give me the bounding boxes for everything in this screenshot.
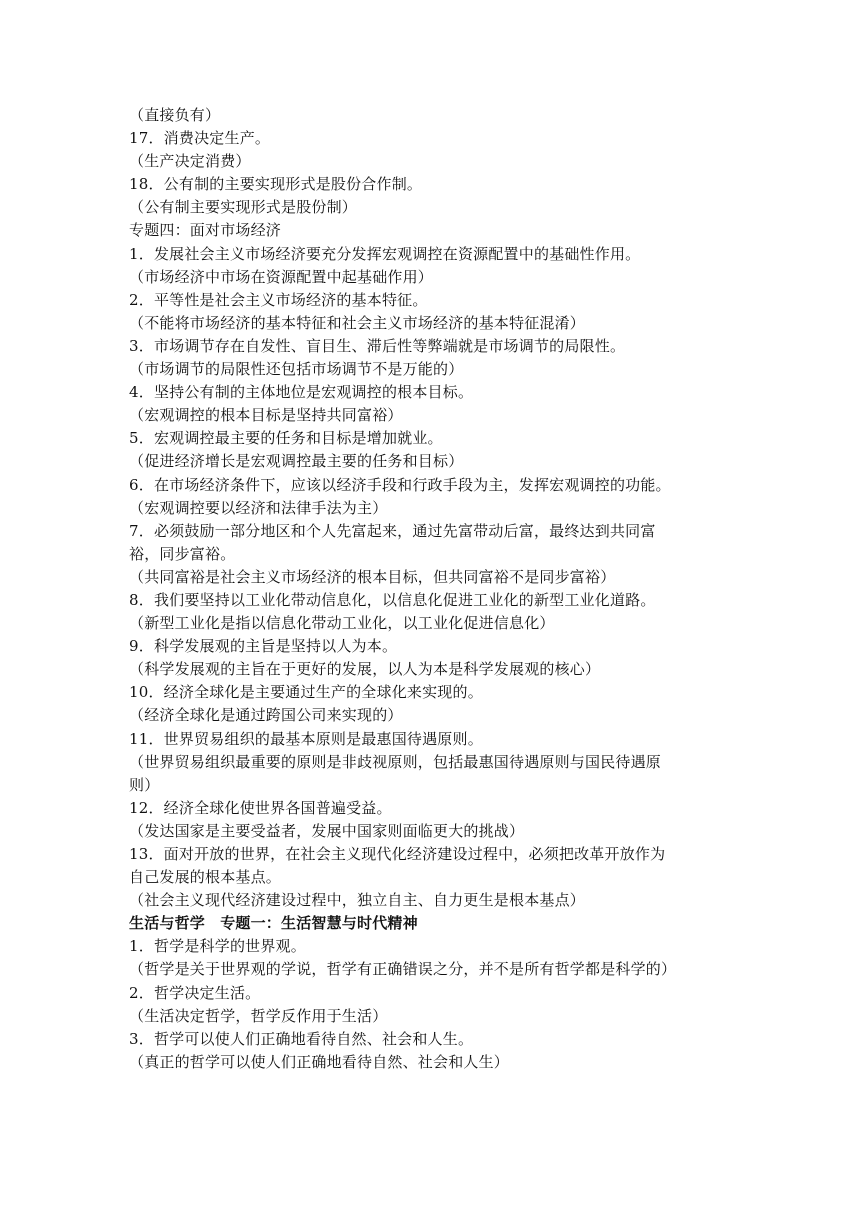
text-line: 自己发展的根本基点。: [129, 868, 282, 887]
text-line: 12．经济全球化使世界各国普遍受益。: [129, 798, 392, 817]
section-heading: 生活与哲学 专题一：生活智慧与时代精神: [129, 914, 418, 933]
text-line: （经济全球化是通过跨国公司来实现的）: [129, 706, 403, 725]
text-line: （发达国家是主要受益者，发展中国家则面临更大的挑战）: [129, 821, 525, 840]
text-line: 6．在市场经济条件下，应该以经济手段和行政手段为主，发挥宏观调控的功能。: [129, 475, 671, 494]
text-line: （市场调节的局限性还包括市场调节不是万能的）: [129, 360, 464, 379]
text-line: （真正的哲学可以使人们正确地看待自然、社会和人生）: [129, 1052, 510, 1071]
text-line: 1．发展社会主义市场经济要充分发挥宏观调控在资源配置中的基础性作用。: [129, 244, 641, 263]
text-line: 4．坚持公有制的主体地位是宏观调控的根本目标。: [129, 383, 474, 402]
text-line: 裕，同步富裕。: [129, 544, 236, 563]
text-line: 2．哲学决定生活。: [129, 983, 261, 1002]
text-line: （直接负有）: [129, 106, 221, 124]
text-line: 11．世界贸易组织的最基本原则是最惠国待遇原则。: [129, 729, 483, 748]
text-line: 则）: [129, 775, 160, 794]
text-line: 13．面对开放的世界，在社会主义现代化经济建设过程中，必须把改革开放作为: [129, 845, 666, 863]
text-line: （社会主义现代经济建设过程中，独立自主、自力更生是根本基点）: [129, 891, 586, 910]
document-body: [129, 104, 739, 1074]
text-line: 5．宏观调控最主要的任务和目标是增加就业。: [129, 429, 443, 448]
text-line: （促进经济增长是宏观调控最主要的任务和目标）: [129, 452, 464, 471]
text-line: （宏观调控要以经济和法律手法为主）: [129, 498, 388, 517]
text-line: 3．市场调节存在自发性、盲目生、滞后性等弊端就是市场调节的局限性。: [129, 336, 626, 355]
text-line: 17．消费决定生产。: [129, 129, 271, 148]
text-line: 2．平等性是社会主义市场经济的基本特征。: [129, 290, 428, 309]
text-line: 1．哲学是科学的世界观。: [129, 937, 306, 956]
text-line: 18．公有制的主要实现形式是股份合作制。: [129, 175, 423, 194]
text-line: （生活决定哲学，哲学反作用于生活）: [129, 1006, 388, 1025]
text-line: （市场经济中市场在资源配置中起基础作用）: [129, 267, 434, 286]
text-line: （宏观调控的根本目标是坚持共同富裕）: [129, 406, 403, 425]
text-line: （新型工业化是指以信息化带动工业化，以工业化促进信息化）: [129, 614, 555, 633]
text-line: 10．经济全球化是主要通过生产的全球化来实现的。: [129, 683, 483, 702]
text-line: （科学发展观的主旨在于更好的发展，以人为本是科学发展观的核心）: [129, 660, 601, 679]
text-line: 9．科学发展观的主旨是坚持以人为本。: [129, 637, 398, 656]
text-line: 专题四：面对市场经济: [129, 221, 282, 240]
text-line: （世界贸易组织最重要的原则是非歧视原则，包括最惠国待遇原则与国民待遇原: [129, 752, 662, 771]
text-line: 8．我们要坚持以工业化带动信息化，以信息化促进工业化的新型工业化道路。: [129, 590, 656, 609]
text-line: （公有制主要实现形式是股份制）: [129, 198, 358, 217]
text-line: （共同富裕是社会主义市场经济的根本目标，但共同富裕不是同步富裕）: [129, 567, 616, 586]
text-line: （生产决定消费）: [129, 152, 251, 171]
text-line: （不能将市场经济的基本特征和社会主义市场经济的基本特征混淆）: [129, 313, 586, 332]
text-line: （哲学是关于世界观的学说，哲学有正确错误之分，并不是所有哲学都是科学的）: [129, 960, 677, 979]
text-line: 3．哲学可以使人们正确地看待自然、社会和人生。: [129, 1029, 474, 1048]
text-line: 7．必须鼓励一部分地区和个人先富起来，通过先富带动后富，最终达到共同富: [129, 521, 656, 540]
